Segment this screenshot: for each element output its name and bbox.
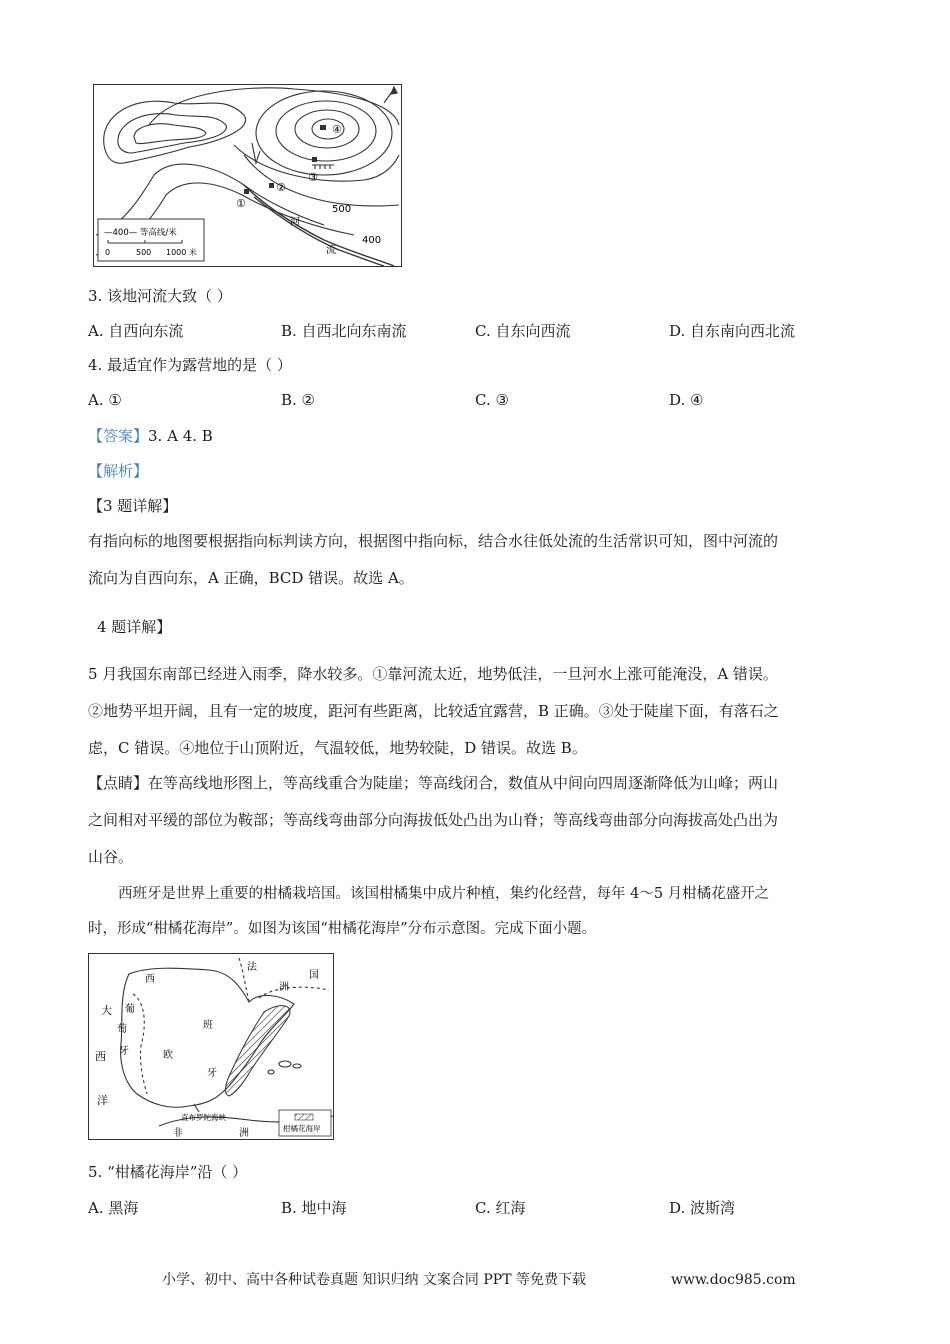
q4-option-b: B. ② <box>281 391 316 409</box>
label-fa: 法 <box>247 962 257 973</box>
legend-contour: —400— 等高线/米 <box>104 228 177 238</box>
citrus-coast-area <box>225 1006 290 1096</box>
q4-option-c: C. ③ <box>475 391 509 409</box>
q4-option-a: A. ① <box>88 391 122 409</box>
q3-option-a: A. 自西向东流 <box>88 322 184 340</box>
label-guo: 国 <box>309 970 319 981</box>
tent-icon <box>312 157 317 162</box>
q5-option-c: C. 红海 <box>475 1199 526 1217</box>
contour-label-400: 400 <box>362 235 382 246</box>
tent-icon <box>244 189 249 194</box>
analysis-tag: 【解析】 <box>88 462 149 480</box>
intro-line2: 时，形成“柑橘花海岸”。如图为该国“柑橘花海岸”分布示意图。完成下面小题。 <box>88 921 597 937</box>
scale-500: 500 <box>136 248 152 257</box>
label-ya2: 牙 <box>207 1068 217 1079</box>
label-pu: 葡 <box>125 1004 135 1015</box>
iberia-map-figure <box>88 953 334 1140</box>
label-xi2: 西 <box>95 1050 106 1063</box>
river-label-1: 河 <box>290 217 300 228</box>
label-zhou: 洲 <box>279 982 289 993</box>
label-tao: 萄 <box>117 1024 127 1035</box>
intro-line1: 西班牙是世界上重要的柑橘栽培国。该国柑橘集中成片种植，集约化经营，每年 4～5 月柑橘花盛开之 <box>118 886 770 902</box>
marker-2: ② <box>276 181 286 194</box>
tip-line2: 之间相对平缓的部位为鞍部；等高线弯曲部分向海拔低处凸出为山脊；等高线弯曲部分向海拔高处凸出为 <box>88 811 779 829</box>
footer-link[interactable]: www.doc985.com <box>671 1272 796 1288</box>
detail4-line2: ②地势平坦开阔，且有一定的坡度，距河有些距离，比较适宜露营，B 正确。③处于陡崖下面，有落石之 <box>88 702 779 720</box>
label-ya: 牙 <box>119 1046 129 1057</box>
q3-stem: 3. 该地河流大致（ ） <box>88 287 232 305</box>
tip-line1 <box>88 773 778 793</box>
label-strait: 直布罗陀海峡 <box>181 1113 226 1122</box>
marker-4: ④ <box>332 123 342 136</box>
tip-line3: 山谷。 <box>88 848 134 866</box>
detail4-line3: 虑，C 错误。④地位于山顶附近，气温较低，地势较陡，D 错误。故选 B。 <box>88 739 587 757</box>
label-ban: 班 <box>203 1020 213 1031</box>
legend-hatch-swatch <box>295 1114 313 1120</box>
river-label-2: 流 <box>326 245 336 256</box>
marker-3: ③ <box>308 171 318 184</box>
q3-option-c: C. 自东向西流 <box>475 322 571 340</box>
tip-text1: 在等高线地形图上，等高线重合为陡崖；等高线闭合，数值从中间向四周逐渐降低为山峰；两山 <box>148 774 779 792</box>
q4-stem: 4. 最适宜作为露营地的是（ ） <box>88 356 292 374</box>
scale-0: 0 <box>105 248 111 257</box>
contour-map-figure <box>93 84 402 267</box>
iberia-map-svg <box>89 954 333 1139</box>
detail4-line1: 5 月我国东南部已经进入雨季，降水较多。①靠河流太近，地势低洼，一旦河水上涨可能淹没，A 错误。 <box>88 665 778 683</box>
scale-1000: 1000 米 <box>166 248 197 257</box>
label-zhou2: 洲 <box>239 1128 249 1139</box>
q5-option-a: A. 黑海 <box>88 1199 139 1217</box>
contour-label-500: 500 <box>332 204 352 215</box>
tent-icon <box>320 125 326 130</box>
label-fei: 非 <box>173 1128 183 1139</box>
answer-text: 3. A 4. B <box>148 427 213 445</box>
q5-option-b: B. 地中海 <box>281 1199 347 1217</box>
tent-icon <box>269 183 274 188</box>
answer-line <box>88 426 213 446</box>
tip-tag: 【点睛】 <box>88 774 149 792</box>
detail3-line1: 有指向标的地图要根据指向标判读方向，根据图中指向标，结合水往低处流的生活常识可知，图中河流的 <box>88 532 779 550</box>
q3-option-b: B. 自西北向东南流 <box>281 322 407 340</box>
answer-tag: 【答案】 <box>88 427 149 445</box>
label-xi: 西 <box>145 974 155 985</box>
q5-option-d: D. 波斯湾 <box>669 1199 736 1217</box>
detail3-heading: 【3 题详解】 <box>88 497 178 515</box>
marker-1: ① <box>236 197 246 210</box>
q4-option-d: D. ④ <box>669 391 704 409</box>
label-ou: 欧 <box>163 1050 173 1061</box>
q5-stem: 5. “柑橘花海岸”沿（ ） <box>88 1163 248 1181</box>
north-arrow-icon <box>384 87 397 103</box>
label-yang: 洋 <box>97 1094 108 1107</box>
contour-map-svg <box>94 85 401 266</box>
detail3-line2: 流向为自西向东，A 正确，BCD 错误。故选 A。 <box>88 569 414 587</box>
detail4-heading: 4 题详解】 <box>97 618 172 636</box>
label-da: 大 <box>101 1004 112 1017</box>
footer-left: 小学、初中、高中各种试卷真题 知识归纳 文案合同 PPT 等免费下载 <box>162 1272 586 1288</box>
legend-citrus: 柑橘花海岸 <box>283 1124 321 1133</box>
q3-option-d: D. 自东南向西北流 <box>669 322 796 340</box>
